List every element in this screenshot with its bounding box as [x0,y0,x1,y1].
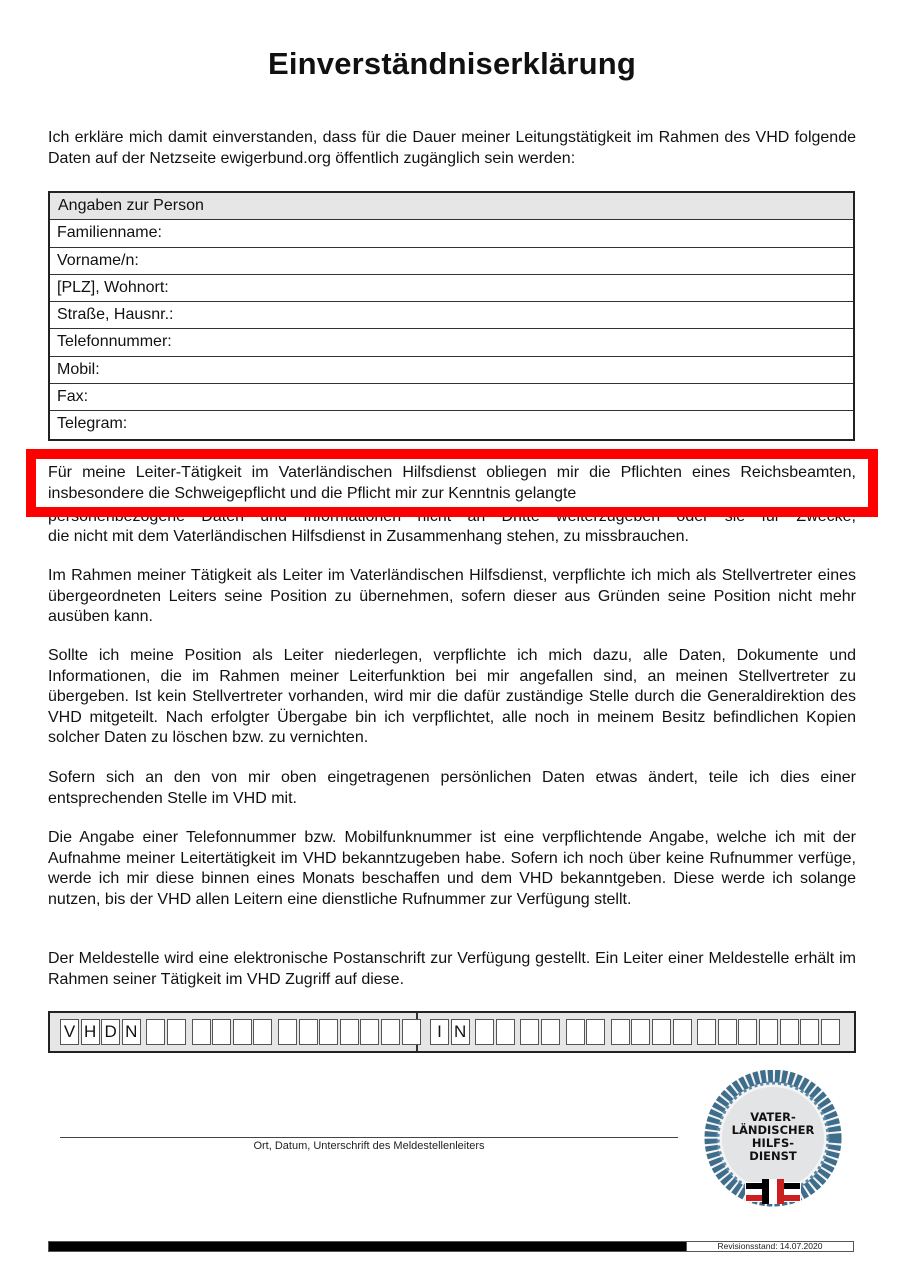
empty-char-cell[interactable] [800,1019,819,1045]
in-number-field[interactable] [418,1013,854,1051]
footer-bar [48,1241,854,1252]
field-label: Familienname: [57,224,162,242]
flag-ribbon-icon [745,1179,801,1204]
empty-char-cell[interactable] [212,1019,231,1045]
vhdn-number-field[interactable] [50,1013,418,1051]
empty-char-cell[interactable] [319,1019,338,1045]
empty-char-cell[interactable] [697,1019,716,1045]
field-label: Straße, Hausnr.: [57,306,174,324]
paragraph-resignation: Sollte ich meine Position als Leiter niederlegen, verpflichte ich mich dazu, alle Daten, Dokumente und Informationen, die im Rahmen meiner Leiterfunktion bei mir angefallen sind, an meinen Stellvertreter zu übergeben. Ist kein Stellvertreter vorhanden, wird mir die dafür zuständige Stelle durch die Generaldirektion des VHD mitgeteilt. Nach erfolgter Übergabe bin ich verpflichtet, alle noch in meinem Besitz befindlichen Kopien solcher Daten zu löschen bzw. zu vernichten. [48,647,856,746]
field-telegram[interactable] [50,411,853,438]
empty-char-cell[interactable] [780,1019,799,1045]
empty-char-cell[interactable] [381,1019,400,1045]
prefix-char-cell[interactable]: H [81,1019,100,1045]
revision-date: Revisionsstand: 14.07.2020 [686,1242,853,1251]
empty-char-cell[interactable] [233,1019,252,1045]
paragraph-phone-requirement: Die Angabe einer Telefonnummer bzw. Mobilfunknummer ist eine verpflichtende Angabe, welche ich mit der Aufnahme meiner Leitertätigkeit im VHD bekanntzugeben habe. Sofern ich noch über keine Rufnummer verfüge, werde ich mir diese binnen eines Monats beschaffen und dem VHD bekanntgeben. Diese werde ich solange nutzen, bis der VHD allen Leitern eine dienstliche Rufnummer zur Verfügung stellt. [48,829,856,908]
emblem-text-line: VATER- [750,1110,796,1124]
field-label: Mobil: [57,360,100,378]
id-number-strip [48,1011,856,1053]
field-mobile[interactable] [50,357,853,384]
paragraph-data-changes: Sofern sich an den von mir oben eingetragenen persönlichen Daten etwas ändert, teile ich dies einer entsprechenden Stelle im VHD mit. [48,769,856,807]
field-label: Vorname/n: [57,251,139,269]
empty-char-cell[interactable] [566,1019,585,1045]
emblem-text-line: LÄNDISCHER [731,1123,815,1137]
field-fax[interactable] [50,384,853,411]
signature-line[interactable] [60,1137,678,1138]
footer-redaction-bar [49,1242,686,1251]
red-highlight-box [26,449,878,517]
empty-char-cell[interactable] [673,1019,692,1045]
empty-char-cell[interactable] [146,1019,165,1045]
prefix-char-cell[interactable]: N [122,1019,141,1045]
empty-char-cell[interactable] [475,1019,494,1045]
prefix-char-cell[interactable]: V [60,1019,79,1045]
empty-char-cell[interactable] [253,1019,272,1045]
empty-char-cell[interactable] [520,1019,539,1045]
person-data-table [48,191,855,441]
field-label: Telegram: [57,415,128,433]
prefix-char-cell[interactable]: N [451,1019,470,1045]
prefix-char-cell[interactable]: I [430,1019,449,1045]
empty-char-cell[interactable] [759,1019,778,1045]
field-label: [PLZ], Wohnort: [57,278,169,296]
empty-char-cell[interactable] [718,1019,737,1045]
empty-char-cell[interactable] [192,1019,211,1045]
field-phone[interactable] [50,329,853,356]
vhd-emblem-logo [703,1070,843,1210]
document-title: Einverständniserklärung [267,46,637,81]
empty-char-cell[interactable] [652,1019,671,1045]
prefix-char-cell[interactable]: D [101,1019,120,1045]
empty-char-cell[interactable] [360,1019,379,1045]
field-first-name[interactable] [50,248,853,275]
signature-label: Ort, Datum, Unterschrift des Meldestellenleiters [253,1140,485,1152]
empty-char-cell[interactable] [496,1019,515,1045]
empty-char-cell[interactable] [586,1019,605,1045]
field-family-name[interactable] [50,220,853,247]
empty-char-cell[interactable] [738,1019,757,1045]
person-table-header: Angaben zur Person [50,193,853,220]
intro-paragraph: Ich erkläre mich damit einverstanden, dass für die Dauer meiner Leitungstätigkeit im Rahmen des VHD folgende Daten auf der Netzseite ewigerbund.org öffentlich zugänglich sein werden: [48,129,856,167]
emblem-text-line: HILFS- [751,1136,795,1150]
field-label: Fax: [57,388,89,406]
paragraph-email: Der Meldestelle wird eine elektronische Postanschrift zur Verfügung gestellt. Ein Leiter einer Meldestelle erhält im Rahmen seiner Tätigkeit im VHD Zugriff auf diese. [48,950,856,988]
empty-char-cell[interactable] [278,1019,297,1045]
empty-char-cell[interactable] [631,1019,650,1045]
obscured-line-text: personenbezogene Daten und Informationen nicht an Dritte weiterzugeben oder sie für Zwecke, [48,508,856,525]
empty-char-cell[interactable] [299,1019,318,1045]
paragraph-deputy: Im Rahmen meiner Tätigkeit als Leiter im Vaterländischen Hilfsdienst, verpflichte ich mich als Stellvertreter eines übergeordneten Leiters seine Position zu übernehmen, sofern dieser aus Gründen seine Position nicht mehr ausüben kann. [48,567,856,625]
field-street[interactable] [50,302,853,329]
field-postal-city[interactable] [50,275,853,302]
empty-char-cell[interactable] [821,1019,840,1045]
emblem-text-line: DIENST [749,1149,797,1163]
empty-char-cell[interactable] [611,1019,630,1045]
highlighted-paragraph: Für meine Leiter-Tätigkeit im Vaterländischen Hilfsdienst obliegen mir die Pflichten eines Reichsbeamten, insbesondere die Schweigepflicht und die Pflicht mir zur Kenntnis gelangte [48,464,856,502]
field-label: Telefonnummer: [57,333,172,351]
empty-char-cell[interactable] [167,1019,186,1045]
empty-char-cell[interactable] [541,1019,560,1045]
highlighted-paragraph-continuation: die nicht mit dem Vaterländischen Hilfsdienst in Zusammenhang stehen, zu missbrauchen. [48,528,689,545]
empty-char-cell[interactable] [340,1019,359,1045]
